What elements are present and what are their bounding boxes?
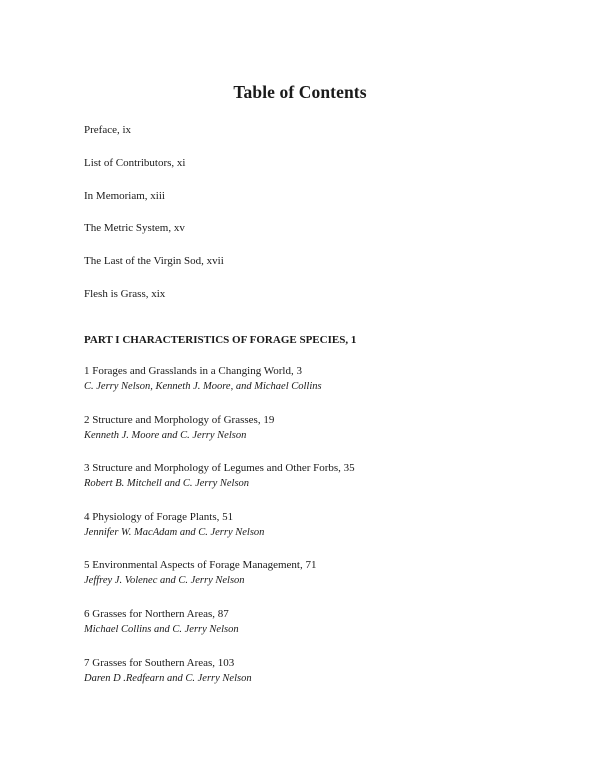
part-heading: PART I CHARACTERISTICS OF FORAGE SPECIES, 1 — [84, 334, 357, 346]
chapter-authors: C. Jerry Nelson, Kenneth J. Moore, and Michael Collins — [84, 381, 322, 392]
chapter-title: 4 Physiology of Forage Plants, 51 — [84, 510, 234, 523]
chapter-authors: Daren D .Redfearn and C. Jerry Nelson — [84, 672, 252, 684]
chapter-authors: Jennifer W. MacAdam and C. Jerry Nelson — [84, 526, 265, 538]
chapter-title: 7 Grasses for Southern Areas, 103 — [84, 656, 235, 669]
page-title: Table of Contents — [233, 82, 367, 102]
chapter-list — [84, 365, 355, 705]
chapter-title: 1 Forages and Grasslands in a Changing World, 3 — [84, 365, 302, 377]
chapter-authors: Kenneth J. Moore and C. Jerry Nelson — [84, 429, 247, 441]
chapter-entry-7 — [84, 657, 355, 706]
front-matter-preface: Preface, ix — [84, 124, 132, 136]
front-matter-virgin-sod: The Last of the Virgin Sod, xvii — [84, 255, 224, 268]
chapter-title: 6 Grasses for Northern Areas, 87 — [84, 607, 229, 620]
chapter-title: 3 Structure and Morphology of Legumes and Other Forbs, 35 — [84, 462, 355, 475]
front-matter-contributors: List of Contributors, xi — [84, 156, 186, 169]
front-matter-in-memoriam: In Memoriam, xiii — [84, 189, 165, 202]
chapter-authors: Robert B. Mitchell and C. Jerry Nelson — [84, 478, 250, 490]
front-matter-flesh-is-grass: Flesh is Grass, xix — [84, 287, 166, 300]
chapter-authors: Jeffrey J. Volenec and C. Jerry Nelson — [84, 575, 245, 587]
chapter-authors: Michael Collins and C. Jerry Nelson — [84, 623, 239, 635]
chapter-entry-5 — [84, 559, 355, 608]
front-matter-metric-system: The Metric System, xv — [84, 222, 185, 235]
chapter-entry-6 — [84, 608, 355, 657]
front-matter-list — [84, 124, 224, 321]
chapter-entry-3 — [84, 462, 355, 511]
chapter-title: 5 Environmental Aspects of Forage Management, 71 — [84, 559, 317, 572]
chapter-entry-1 — [84, 365, 355, 414]
chapter-entry-2 — [84, 414, 355, 463]
chapter-entry-4 — [84, 511, 355, 560]
chapter-title: 2 Structure and Morphology of Grasses, 19 — [84, 413, 275, 426]
